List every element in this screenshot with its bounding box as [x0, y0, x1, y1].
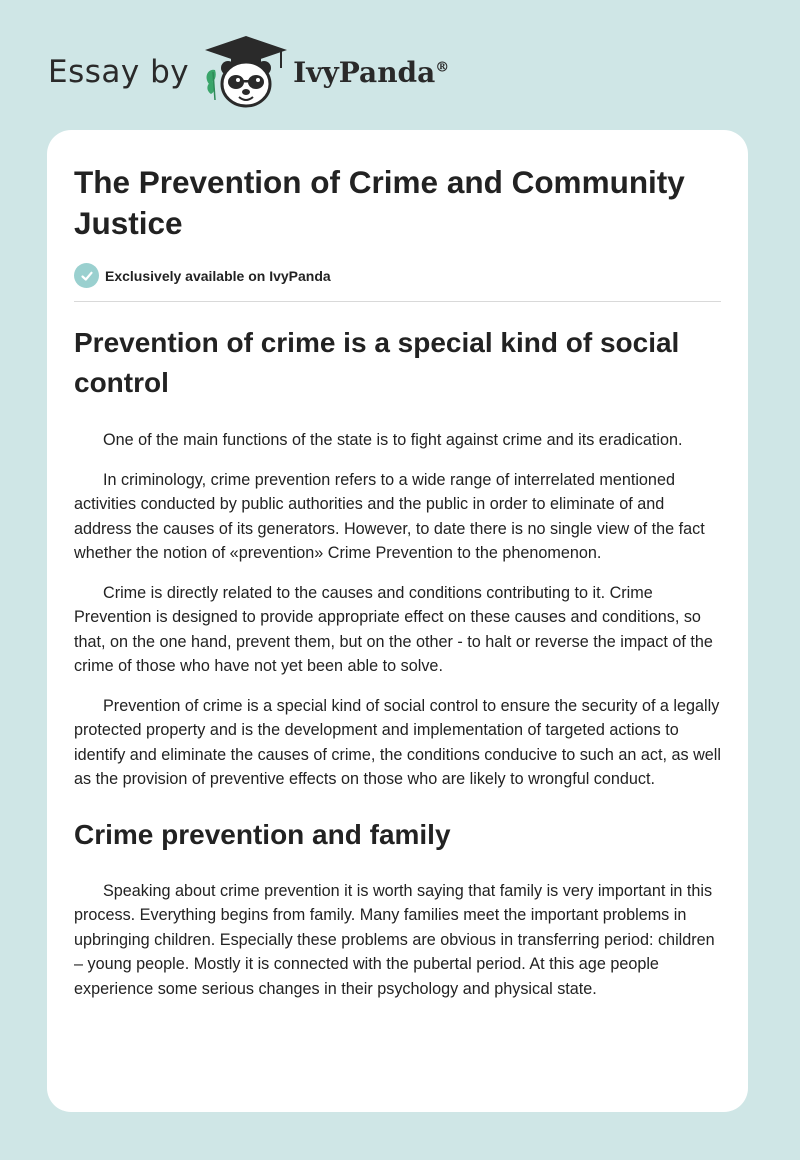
section-heading: Crime prevention and family [74, 818, 451, 850]
page-title: The Prevention of Crime and Community Justice [74, 164, 685, 241]
paragraph: Crime is directly related to the causes and conditions contributing to it. Crime Prevention is designed to provide appropriate effect on these causes and conditions, so that, on the one hand, prevent them, but on the other - to halt or reverse the impact of the crime of those who have not yet been able to solve. [74, 583, 713, 675]
paragraph: In criminology, crime prevention refers to a wide range of interrelated mentioned activities conducted by public authorities and the public in order to eliminate of and address the causes of its generators. However, to date there is no single view of the fact whether the notion of «prevention» Crime Prevention to the phenomenon. [74, 470, 705, 562]
site-header [48, 34, 449, 110]
essay-card [47, 130, 748, 1112]
essay-by-label: Essay by [48, 54, 190, 90]
ivypanda-logo-text[interactable]: IvyPanda® [293, 55, 450, 89]
section-prevention-social-control [74, 323, 721, 792]
paragraph: Speaking about crime prevention it is worth saying that family is very important in this process. Everything begins from family. Many families meet the important problems in upbringing children. Especially these problems are obvious in transferring period: children – young people. Mostly it is connected with the pubertal period. At this age people experience some serious changes in their psychology and physical state. [74, 881, 715, 998]
exclusive-badge-text: Exclusively available on IvyPanda [105, 267, 331, 284]
paragraph: Prevention of crime is a special kind of social control to ensure the security of a legally protected property and is the development and implementation of targeted actions to identify and eliminate the causes of crime, the conditions conducive to such an act, as well as the provision of preventive effects on those who are likely to wrongful conduct. [74, 696, 721, 788]
paragraph: One of the main functions of the state is to fight against crime and its eradication. [103, 431, 683, 449]
section-crime-prevention-family [74, 815, 721, 1002]
exclusive-badge [74, 263, 721, 302]
checkmark-icon [74, 263, 99, 288]
panda-graduate-icon[interactable] [201, 34, 291, 110]
section-heading: Prevention of crime is a special kind of social control [74, 327, 680, 398]
